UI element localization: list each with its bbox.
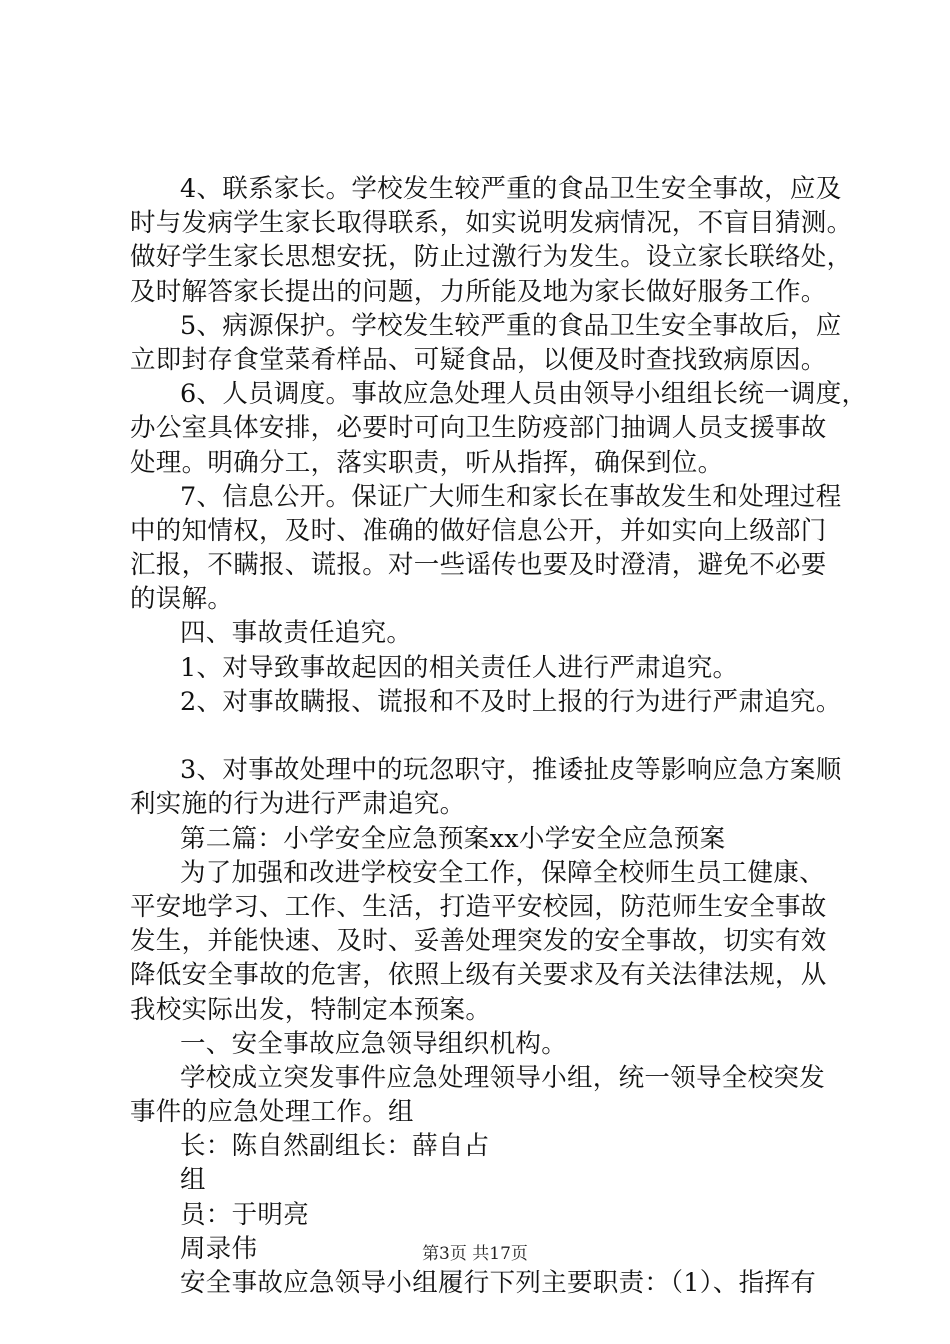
text-line: 学校成立突发事件应急处理领导小组，统一领导全校突发: [180, 1062, 826, 1093]
text-line: 周录伟: [180, 1233, 258, 1264]
text-line: 长：陈自然副组长：薛自占: [180, 1131, 490, 1162]
page-footer: 第3页 共17页: [422, 1244, 528, 1264]
text-line: 6、人员调度。事故应急处理人员由领导小组组长统一调度，: [180, 379, 868, 410]
text-line: 3、对事故处理中的玩忽职守，推诿扯皮等影响应急方案顺: [180, 755, 842, 786]
text-line: 利实施的行为进行严肃追究。: [130, 789, 466, 820]
text-line: 降低安全事故的危害，依照上级有关要求及有关法律法规，从: [130, 960, 827, 991]
text-line: 及时解答家长提出的问题，力所能及地为家长做好服务工作。: [130, 276, 827, 307]
text-line: 的误解。: [130, 584, 234, 615]
text-line: 汇报，不瞒报、谎报。对一些谣传也要及时澄清，避免不必要: [130, 550, 827, 581]
text-line: 发生，并能快速、及时、妥善处理突发的安全事故，切实有效: [130, 926, 827, 957]
document-body: [130, 172, 868, 1300]
text-line: 办公室具体安排，必要时可向卫生防疫部门抽调人员支援事故: [130, 413, 827, 444]
text-line: 1、对导致事故起因的相关责任人进行严肃追究。: [180, 652, 739, 683]
text-line: 中的知情权，及时、准确的做好信息公开，并如实向上级部门: [130, 515, 827, 546]
text-line: 时与发病学生家长取得联系，如实说明发病情况，不盲目猜测。: [130, 208, 853, 239]
text-line: 第二篇：小学安全应急预案xx小学安全应急预案: [180, 823, 726, 854]
blank-line: [130, 719, 830, 753]
text-line: 安全事故应急领导小组履行下列主要职责：（1）、指挥有: [180, 1268, 817, 1298]
text-line: 一、安全事故应急领导组织机构。: [180, 1028, 568, 1059]
text-line: 组: [180, 1165, 206, 1196]
text-line: 四、事故责任追究。: [180, 618, 413, 649]
text-line: 做好学生家长思想安抚，防止过激行为发生。设立家长联络处，: [130, 242, 853, 273]
text-line: 立即封存食堂菜肴样品、可疑食品，以便及时查找致病原因。: [130, 344, 827, 375]
text-line: 处理。明确分工，落实职责，听从指挥，确保到位。: [130, 447, 724, 478]
text-line: 2、对事故瞒报、谎报和不及时上报的行为进行严肃追究。: [180, 686, 842, 717]
text-line: 4、联系家长。学校发生较严重的食品卫生安全事故，应及: [180, 174, 842, 204]
text-line: 为了加强和改进学校安全工作，保障全校师生员工健康、: [180, 857, 826, 888]
text-line: 7、信息公开。保证广大师生和家长在事故发生和处理过程: [180, 481, 842, 512]
text-line: 5、病源保护。学校发生较严重的食品卫生安全事故后，应: [180, 310, 842, 341]
text-line: 我校实际出发，特制定本预案。: [130, 994, 492, 1025]
text-line: 员：于明亮: [180, 1199, 310, 1230]
text-line: 平安地学习、工作、生活，打造平安校园，防范师生安全事故: [130, 891, 827, 922]
text-line: 事件的应急处理工作。组: [130, 1097, 414, 1128]
